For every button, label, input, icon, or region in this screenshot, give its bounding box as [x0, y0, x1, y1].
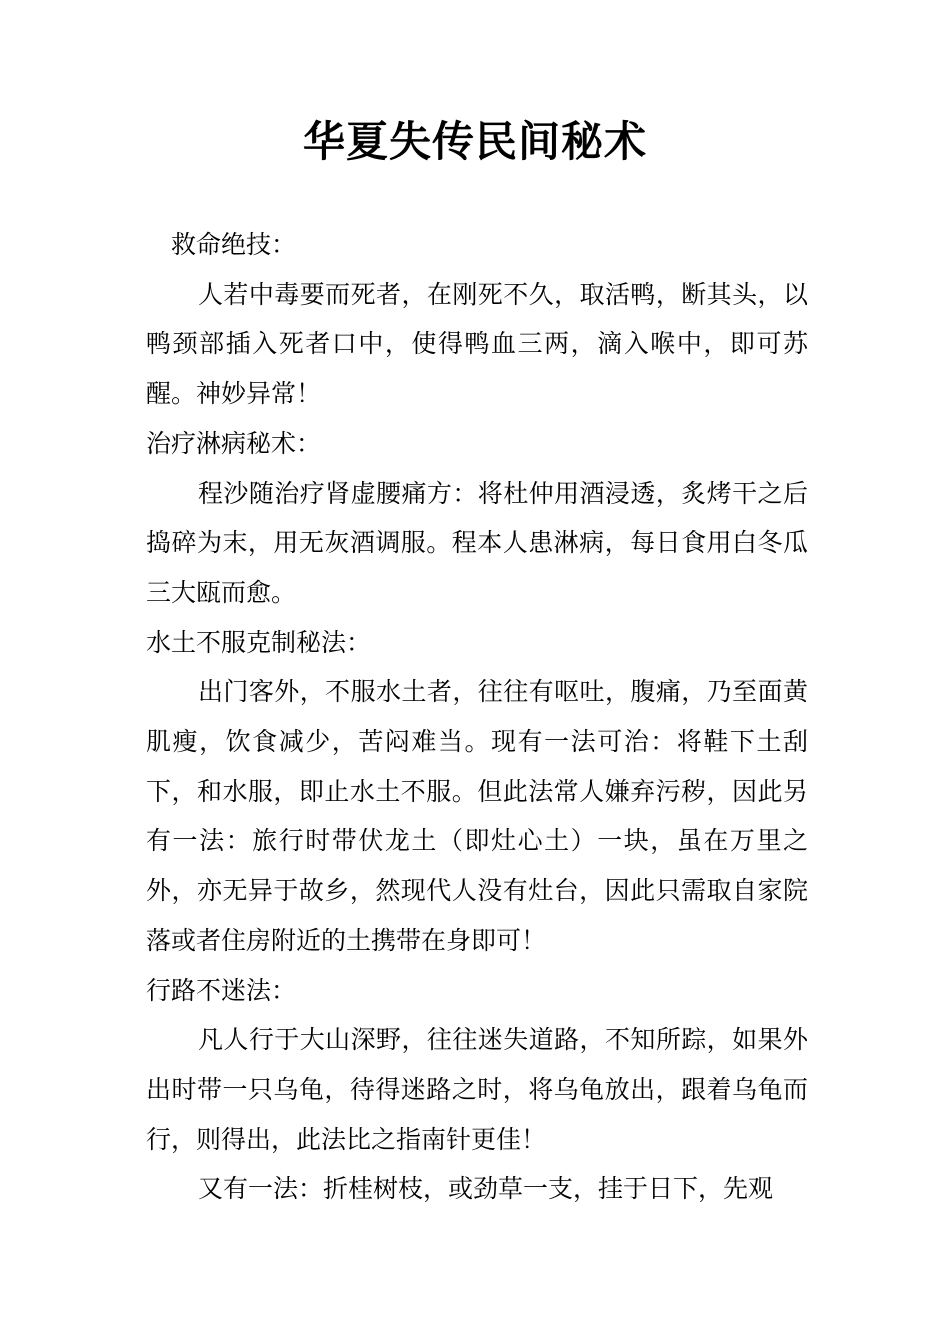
paragraph-gonorrhea: 程沙随治疗肾虚腰痛方：将杜仲用酒浸透，炙烤干之后捣碎为末，用无灰酒调服。程本人患淋病，每日食用白冬瓜三大瓯而愈。 — [146, 478, 808, 607]
paragraph-not-lost-1: 凡人行于大山深野，往往迷失道路，不知所踪，如果外出时带一只乌龟，待得迷路之时，将乌龟放出，跟着乌龟而行，则得出，此法比之指南针更佳！ — [146, 1025, 808, 1154]
section-heading-not-lost: 行路不迷法： — [146, 975, 297, 1005]
section-heading-rescue: 救命绝技： — [171, 230, 297, 259]
paragraph-rescue: 人若中毒要而死者，在刚死不久，取活鸭，断其头，以鸭颈部插入死者口中，使得鸭血三两，滴入喉中，即可苏醒。神妙异常！ — [146, 279, 808, 409]
paragraph-not-lost-2: 又有一法：折桂树枝，或劲草一支，挂于日下，先观 — [198, 1174, 774, 1204]
paragraph-acclimatization: 出门客外，不服水土者，往往有呕吐，腹痛，乃至面黄肌瘦，饮食减少，苦闷难当。现有一法可治：将鞋下土刮下，和水服，即止水土不服。但此法常人嫌弃污秽，因此另有一法：旅行时带伏龙土（即灶心土）一块，虽在万里之外，亦无异于故乡，然现代人没有灶台，因此只需取自家院落或者住房附近的土携带在身即可！ — [146, 677, 808, 955]
document-title: 华夏失传民间秘术 — [302, 117, 647, 166]
section-heading-acclimatization: 水土不服克制秘法： — [146, 627, 372, 657]
section-heading-gonorrhea: 治疗淋病秘术： — [146, 428, 322, 458]
document-body — [146, 220, 808, 1214]
